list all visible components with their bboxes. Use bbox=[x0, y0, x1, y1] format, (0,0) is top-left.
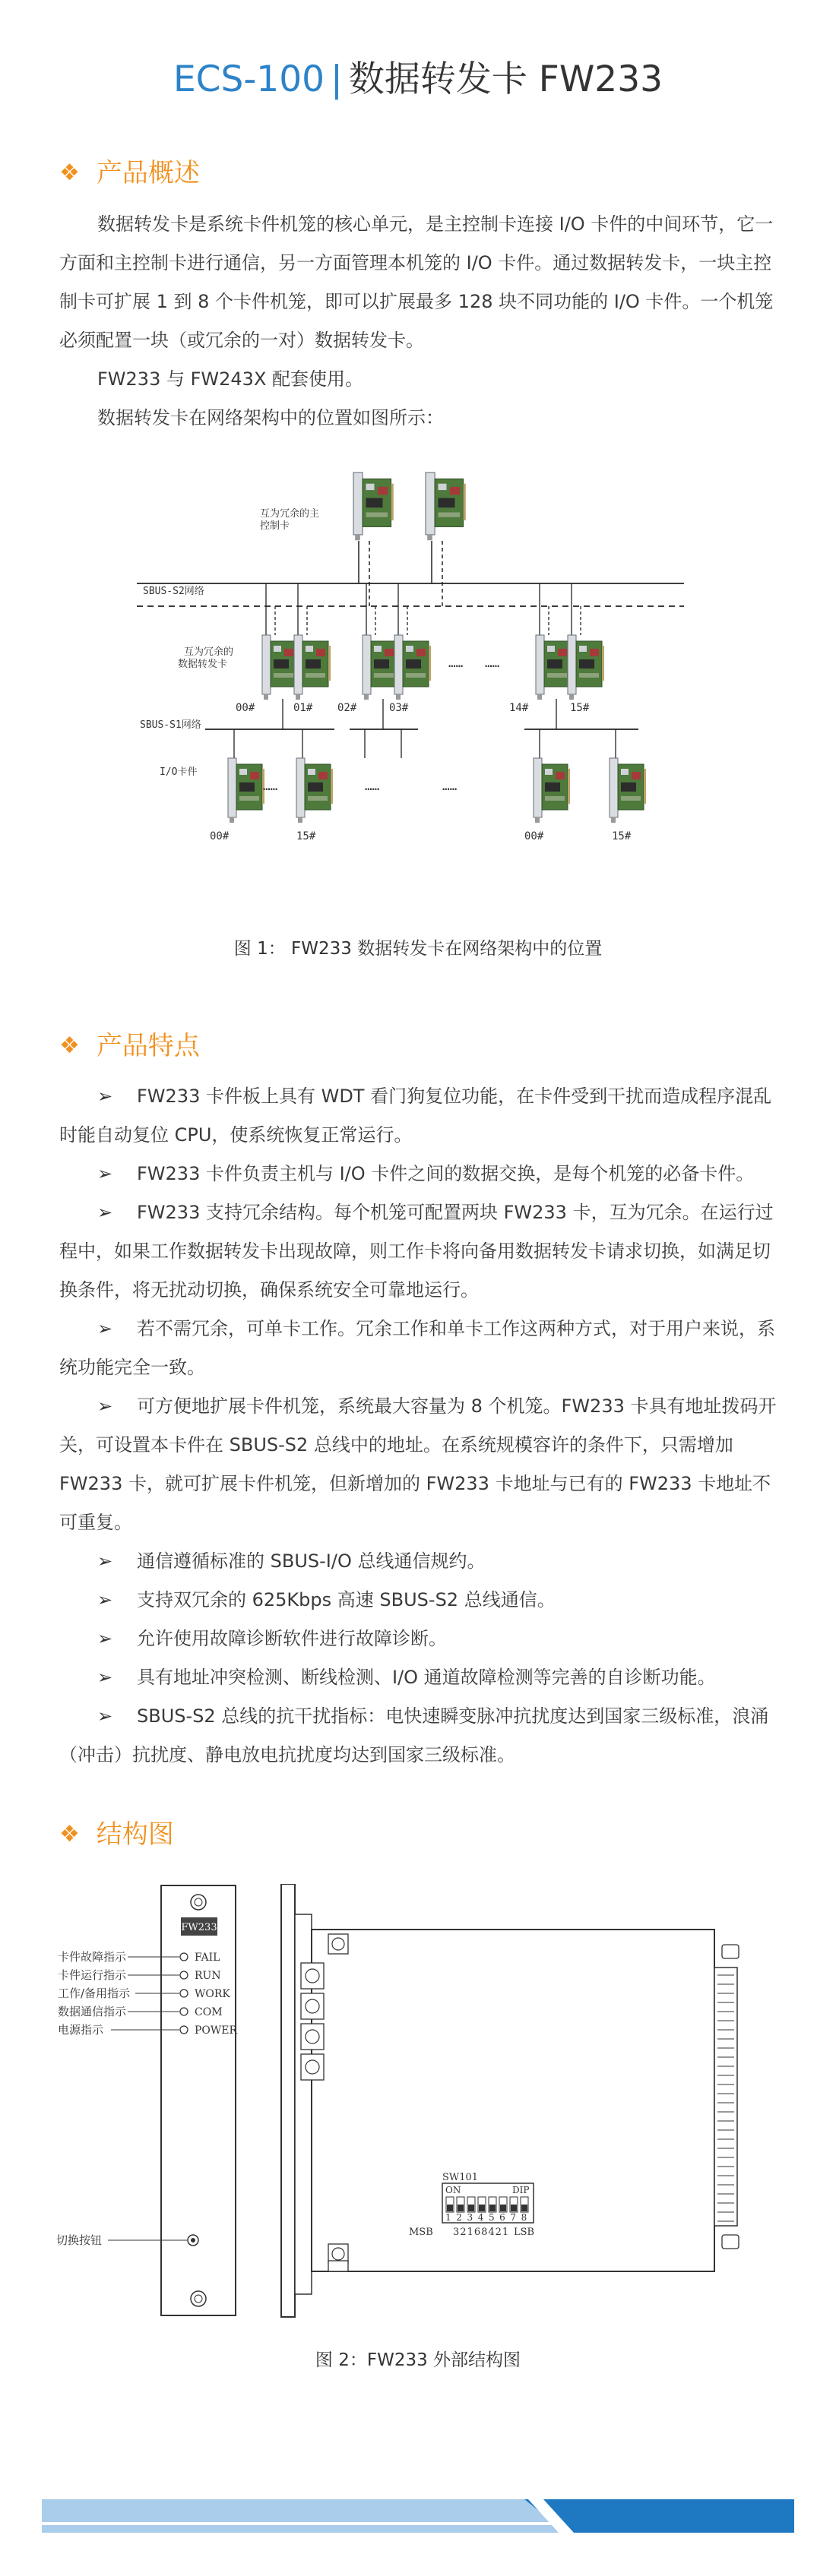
feature-text: 通信遵循标准的 SBUS-I/O 总线通信规约。 bbox=[137, 1550, 486, 1572]
fw-card bbox=[363, 635, 399, 700]
network-architecture-diagram bbox=[114, 456, 722, 896]
feature-text: FW233 卡件负责主机与 I/O 卡件之间的数据交换，是每个机笼的必备卡件。 bbox=[137, 1163, 755, 1184]
fw-label: 数据转发卡 bbox=[178, 659, 228, 670]
title-product: 数据转发卡 FW233 bbox=[348, 58, 663, 100]
io-card bbox=[610, 758, 646, 823]
overview-paragraph: FW233 与 FW243X 配套使用。 bbox=[97, 368, 364, 390]
led-fail: FAIL bbox=[195, 1952, 220, 1964]
features-list bbox=[59, 1077, 781, 1775]
indicator-label: 电源指示 bbox=[58, 2023, 104, 2037]
io-number: 15# bbox=[612, 830, 632, 842]
fw-number: 15# bbox=[570, 702, 590, 714]
diagram-ellipsis: …… bbox=[263, 779, 278, 793]
feature-item bbox=[59, 1387, 781, 1542]
dip-weights: 32168421 bbox=[453, 2227, 510, 2238]
fw-number: 03# bbox=[389, 702, 409, 714]
arrow-bullet-icon: ➢ bbox=[97, 1163, 113, 1184]
diagram-ellipsis: …… bbox=[485, 656, 500, 670]
dip-msb-label: MSB bbox=[409, 2227, 433, 2238]
feature-item bbox=[59, 1193, 781, 1310]
feature-item bbox=[59, 1620, 781, 1658]
title-brand: ECS-100 bbox=[173, 58, 325, 100]
io-card bbox=[296, 758, 333, 823]
fw-card bbox=[294, 635, 331, 700]
indicator-label: 工作/备用指示 bbox=[58, 1987, 131, 2000]
title-separator: | bbox=[331, 58, 343, 100]
main-controller-card bbox=[353, 473, 394, 540]
indicator-label: 数据通信指示 bbox=[58, 2005, 127, 2018]
arrow-bullet-icon: ➢ bbox=[97, 1589, 113, 1610]
feature-item bbox=[59, 1310, 781, 1387]
section-features-header bbox=[59, 1027, 200, 1065]
dip-on-label: ON bbox=[445, 2185, 461, 2195]
dip-dip-label: DIP bbox=[512, 2185, 530, 2195]
dip-switch-name: SW101 bbox=[442, 2172, 479, 2183]
arrow-bullet-icon: ➢ bbox=[97, 1318, 113, 1339]
sbus-s1-label: SBUS-S1网络 bbox=[140, 719, 201, 731]
fw-number: 02# bbox=[337, 702, 357, 714]
io-number: 15# bbox=[296, 830, 316, 842]
dip-numbers: 12345678 bbox=[445, 2212, 532, 2223]
feature-item bbox=[59, 1542, 781, 1581]
orange-diamond-icon: ❖ bbox=[59, 160, 80, 186]
orange-diamond-icon: ❖ bbox=[59, 1821, 80, 1847]
feature-text: FW233 卡件板上具有 WDT 看门狗复位功能，在卡件受到干扰而造成程序混乱时能自动复位 CPU，使系统恢复正常运行。 bbox=[59, 1086, 772, 1146]
fw-card bbox=[262, 635, 299, 700]
fw-number: 00# bbox=[236, 702, 255, 714]
arrow-bullet-icon: ➢ bbox=[97, 1705, 113, 1727]
main-ctrl-label: 控制卡 bbox=[260, 520, 290, 532]
page-title bbox=[0, 53, 836, 106]
figure-2-caption: 图 2：FW233 外部结构图 bbox=[315, 2350, 521, 2370]
diagram-ellipsis: …… bbox=[448, 656, 464, 670]
io-number: 00# bbox=[210, 830, 230, 842]
fw-card bbox=[568, 635, 604, 700]
overview-paragraph: 数据转发卡在网络架构中的位置如图所示： bbox=[97, 407, 444, 428]
feature-text: 允许使用故障诊断软件进行故障诊断。 bbox=[137, 1628, 447, 1649]
indicator-label: 卡件运行指示 bbox=[58, 1968, 127, 1982]
sbus-s2-label: SBUS-S2网络 bbox=[143, 586, 204, 597]
io-card bbox=[534, 758, 570, 823]
fw-number: 01# bbox=[293, 702, 313, 714]
io-number: 00# bbox=[524, 830, 544, 842]
fw-card bbox=[536, 635, 572, 700]
led-run: RUN bbox=[195, 1970, 221, 1982]
feature-item bbox=[59, 1658, 781, 1697]
overview-paragraph: 数据转发卡是系统卡件机笼的核心单元，是主控制卡连接 I/O 卡件的中间环节，它一方面和主控制卡进行通信，另一方面管理本机笼的 I/O 卡件。通过数据转发卡，一块主控制卡可扩展 1 到 8 个卡件机笼，即可以扩展最多 128 块不同功能的 I/O 卡件。一个机笼必须配置一块（或冗余的一对）数据转发卡。 bbox=[59, 213, 774, 351]
feature-text: SBUS-S2 总线的抗干扰指标：电快速瞬变脉冲抗扰度达到国家三级标准，浪涌（冲击）抗扰度、静电放电抗扰度均达到国家三级标准。 bbox=[59, 1705, 769, 1765]
dip-lsb-label: LSB bbox=[514, 2227, 535, 2238]
main-ctrl-label: 互为冗余的主 bbox=[260, 508, 320, 520]
arrow-bullet-icon: ➢ bbox=[97, 1550, 113, 1572]
fw-label: 互为冗余的 bbox=[184, 646, 234, 658]
feature-item bbox=[59, 1697, 781, 1775]
section-structure-header bbox=[59, 1816, 174, 1854]
feature-text: 支持双冗余的 625Kbps 高速 SBUS-S2 总线通信。 bbox=[137, 1589, 556, 1610]
led-work: WORK bbox=[195, 1988, 230, 2000]
arrow-bullet-icon: ➢ bbox=[97, 1202, 113, 1223]
diagram-ellipsis: …… bbox=[365, 779, 380, 793]
card-structure-diagram bbox=[53, 1884, 783, 2325]
panel-model-label: FW233 bbox=[181, 1922, 217, 1933]
arrow-bullet-icon: ➢ bbox=[97, 1086, 113, 1107]
fw-card bbox=[394, 635, 431, 700]
feature-text: FW233 支持冗余结构。每个机笼可配置两块 FW233 卡，互为冗余。在运行过程中，如果工作数据转发卡出现故障，则工作卡将向备用数据转发卡请求切换，如满足切换条件，将无扰动切换，确保系统安全可靠地运行。 bbox=[59, 1202, 774, 1301]
led-com: COM bbox=[195, 2006, 223, 2018]
orange-diamond-icon: ❖ bbox=[59, 1032, 80, 1059]
feature-item bbox=[59, 1155, 781, 1193]
arrow-bullet-icon: ➢ bbox=[97, 1628, 113, 1649]
main-controller-card bbox=[426, 473, 466, 540]
feature-item bbox=[59, 1077, 781, 1155]
fw-number: 14# bbox=[509, 702, 529, 714]
switch-label: 切换按钮 bbox=[56, 2233, 103, 2247]
section-overview-title: 产品概述 bbox=[96, 158, 200, 188]
section-overview-header bbox=[59, 154, 200, 192]
figure-1-caption: 图 1： FW233 数据转发卡在网络架构中的位置 bbox=[233, 939, 603, 959]
feature-text: 可方便地扩展卡件机笼，系统最大容量为 8 个机笼。FW233 卡具有地址拨码开关，可设置本卡件在 SBUS-S2 总线中的地址。在系统规模容许的条件下，只需增加 FW233 卡，就可扩展卡件机笼，但新增加的 FW233 卡地址与已有的 FW233 卡地址不可重复。 bbox=[59, 1395, 777, 1533]
io-label: I/O卡件 bbox=[160, 766, 198, 778]
indicator-label: 卡件故障指示 bbox=[58, 1950, 127, 1964]
overview-text bbox=[59, 205, 775, 438]
led-power: POWER bbox=[195, 2024, 238, 2037]
feature-text: 若不需冗余，可单卡工作。冗余工作和单卡工作这两种方式，对于用户来说，系统功能完全一致。 bbox=[59, 1318, 775, 1378]
footer-decoration bbox=[42, 2499, 794, 2533]
arrow-bullet-icon: ➢ bbox=[97, 1667, 113, 1688]
section-features-title: 产品特点 bbox=[96, 1031, 200, 1061]
feature-text: 具有地址冲突检测、断线检测、I/O 通道故障检测等完善的自诊断功能。 bbox=[137, 1667, 716, 1688]
arrow-bullet-icon: ➢ bbox=[97, 1395, 113, 1417]
feature-item bbox=[59, 1581, 781, 1620]
diagram-ellipsis: …… bbox=[442, 779, 458, 793]
section-structure-title: 结构图 bbox=[96, 1819, 174, 1850]
io-card bbox=[228, 758, 264, 823]
